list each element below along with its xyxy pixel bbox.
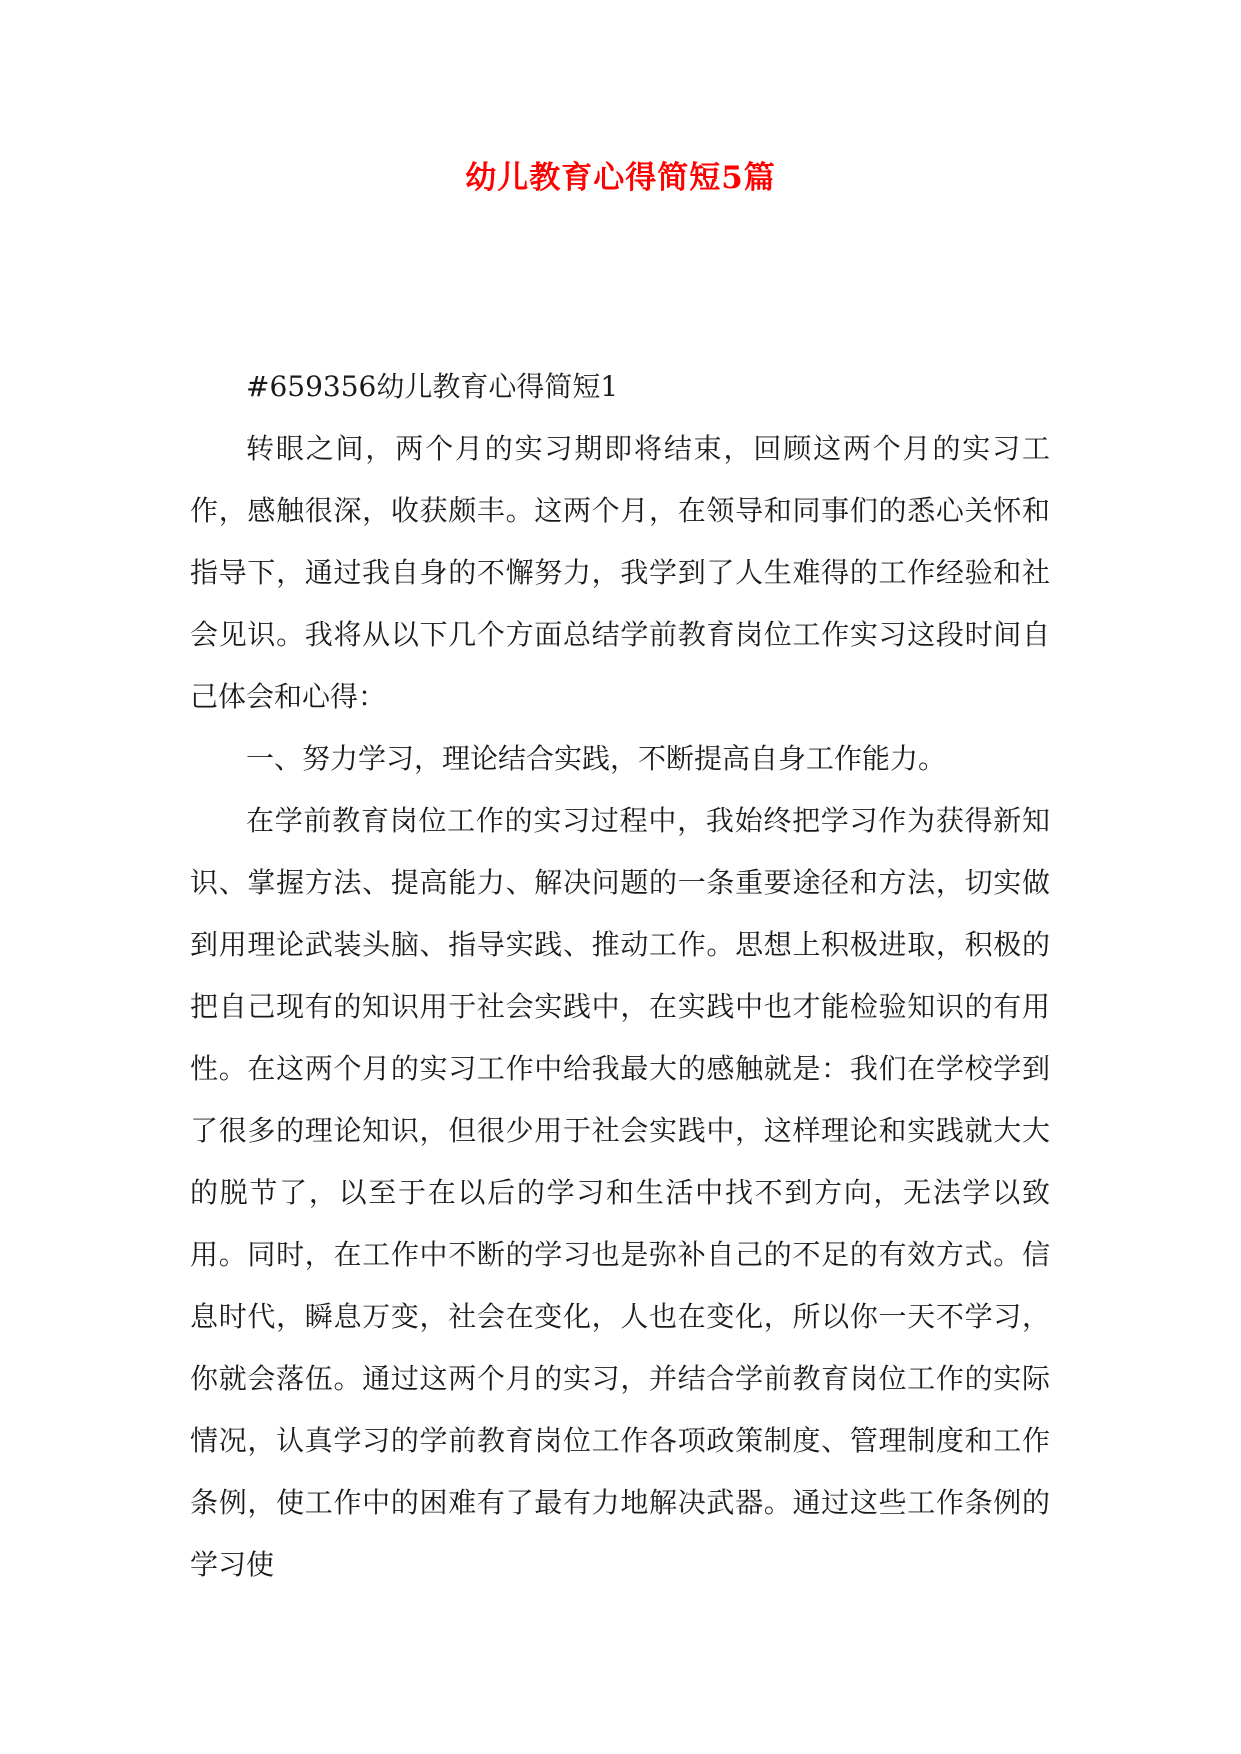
subsection-heading: 一、努力学习，理论结合实践，不断提高自身工作能力。 bbox=[246, 742, 947, 775]
body-paragraph: 转眼之间，两个月的实习期即将结束，回顾这两个月的实习工作，感触很深，收获颇丰。这两个月，在领导和同事们的悉心关怀和指导下，通过我自身的不懈努力，我学到了人生难得的工作经验和社会见识。我将从以下几个方面总结学前教育岗位工作实习这段时间自己体会和心得： bbox=[190, 432, 1050, 713]
document-title: 幼儿教育心得简短5篇 bbox=[465, 160, 776, 196]
document-body bbox=[190, 356, 1050, 1596]
body-paragraph: 在学前教育岗位工作的实习过程中，我始终把学习作为获得新知识、掌握方法、提高能力、解决问题的一条重要途径和方法，切实做到用理论武装头脑、指导实践、推动工作。思想上积极进取，积极的把自己现有的知识用于社会实践中，在实践中也才能检验知识的有用性。在这两个月的实习工作中给我最大的感触就是：我们在学校学到了很多的理论知识，但很少用于社会实践中，这样理论和实践就大大的脱节了，以至于在以后的学习和生活中找不到方向，无法学以致用。同时，在工作中不断的学习也是弥补自己的不足的有效方式。信息时代，瞬息万变，社会在变化，人也在变化，所以你一天不学习，你就会落伍。通过这两个月的实习，并结合学前教育岗位工作的实际情况，认真学习的学前教育岗位工作各项政策制度、管理制度和工作条例，使工作中的困难有了最有力地解决武器。通过这些工作条例的学习使 bbox=[190, 804, 1050, 1581]
section-heading: #659356幼儿教育心得简短1 bbox=[246, 370, 619, 403]
